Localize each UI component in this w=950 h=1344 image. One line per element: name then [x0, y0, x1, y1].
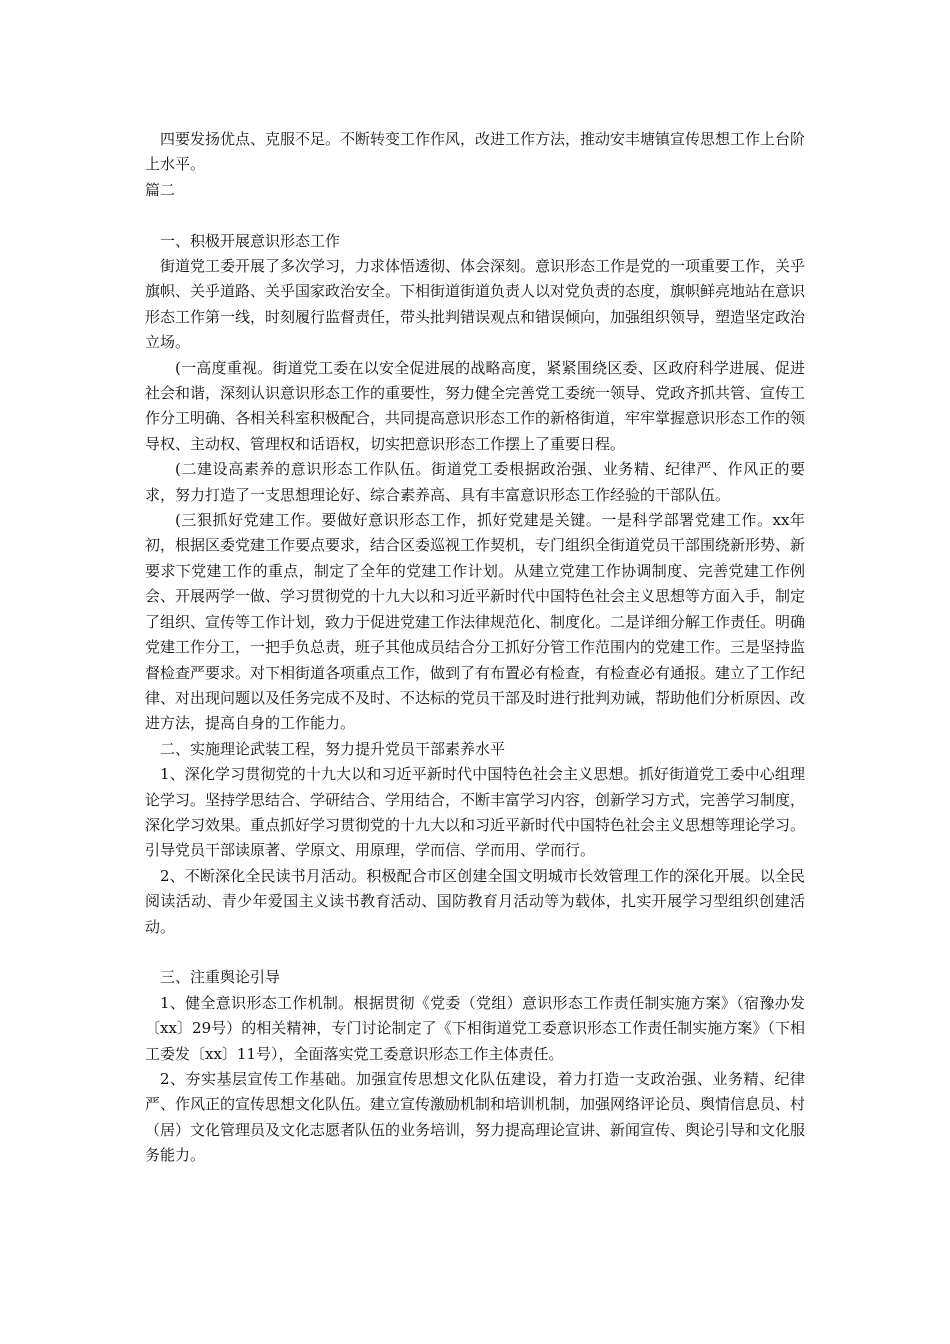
paragraph: 2、夯实基层宣传工作基础。加强宣传思想文化队伍建设，着力打造一支政治强、业务精、纪律严、作风正的宣传思想文化队伍。建立宣传激励机制和培训机制，加强网络评论员、舆情信息员、村（居）文化管理员及文化志愿者队伍的业务培训，努力提高理论宣讲、新闻宣传、舆论引导和文化服务能力。	[145, 1070, 806, 1165]
document-page	[145, 127, 805, 1169]
paragraph: 1、健全意识形态工作机制。根据贯彻《党委（党组）意识形态工作责任制实施方案》（宿豫办发〔xx〕29号）的相关精神，专门讨论制定了《下相街道党工委意识形态工作责任制实施方案》（下相工委发〔xx〕11号），全面落实党工委意识形态工作主体责任。	[145, 993, 805, 1063]
intro-paragraph: 四要发扬优点、克服不足。不断转变工作作风，改进工作方法，推动安丰塘镇宣传思想工作上台阶上水平。	[145, 130, 806, 174]
paragraph: (一高度重视。街道党工委在以安全促进展的战略高度，紧紧围绕区委、区政府科学进展、促进社会和谐，深刻认识意识形态工作的重要性，努力健全完善党工委统一领导、党政齐抓共管、宣传工作分工明确、各相关科室积极配合，共同提高意识形态工作的新格街道，牢牢掌握意识形态工作的领导权、主动权、管理权和话语权，切实把意识形态工作摆上了重要日程。	[145, 358, 806, 453]
blank-line	[145, 203, 805, 228]
section-heading-1: 一、积极开展意识形态工作	[160, 231, 341, 250]
section-label: 篇二	[145, 180, 176, 199]
paragraph: 2、不断深化全民读书月活动。积极配合市区创建全国文明城市长效管理工作的深化开展。以全民阅读活动、青少年爱国主义读书教育活动、国防教育月活动等为载体，扎实开展学习型组织创建活动。	[145, 866, 805, 936]
paragraph: (三狠抓好党建工作。要做好意识形态工作，抓好党建是关键。一是科学部署党建工作。xx年初，根据区委党建工作要点要求，结合区委巡视工作契机，专门组织全街道党员干部围绕新形势、新要求下党建工作的重点，制定了全年的党建工作计划。从建立党建工作协调制度、完善党建工作例会、开展两学一做、学习贯彻党的十九大以和习近平新时代中国特色社会主义思想等方面入手，制定了组织、宣传等工作计划，致力于促进党建工作法律规范化、制度化。二是详细分解工作责任。明确党建工作分工，一把手负总责，班子其他成员结合分工抓好分管工作范围内的党建工作。三是坚持监督检查严要求。对下相街道各项重点工作，做到了有布置必有检查，有检查必有通报。建立了工作纪律、对出现问题以及任务完成不及时、不达标的党员干部及时进行批判劝诫，帮助他们分析原因、改进方法，提高自身的工作能力。	[145, 511, 806, 733]
section-heading-2: 二、实施理论武装工程，努力提升党员干部素养水平	[160, 739, 506, 758]
blank-line	[145, 940, 805, 965]
section-heading-3: 三、注重舆论引导	[160, 968, 281, 987]
paragraph: 1、深化学习贯彻党的十九大以和习近平新时代中国特色社会主义思想。抓好街道党工委中心组理论学习。坚持学思结合、学研结合、学用结合，不断丰富学习内容，创新学习方式，完善学习制度，深化学习效果。重点抓好学习贯彻党的十九大以和习近平新时代中国特色社会主义思想等理论学习。引导党员干部读原著、学原文、用原理，学而信、学而用、学而行。	[145, 765, 806, 860]
paragraph: 街道党工委开展了多次学习，力求体悟透彻、体会深刻。意识形态工作是党的一项重要工作，关乎旗帜、关乎道路、关乎国家政治安全。下相街道街道负责人以对党负责的态度，旗帜鲜亮地站在意识形态工作第一线，时刻履行监督责任，带头批判错误观点和错误倾向，加强组织领导，塑造坚定政治立场。	[145, 257, 806, 352]
paragraph: (二建设高素养的意识形态工作队伍。街道党工委根据政治强、业务精、纪律严、作风正的要求，努力打造了一支思想理论好、综合素养高、具有丰富意识形态工作经验的干部队伍。	[145, 460, 805, 504]
